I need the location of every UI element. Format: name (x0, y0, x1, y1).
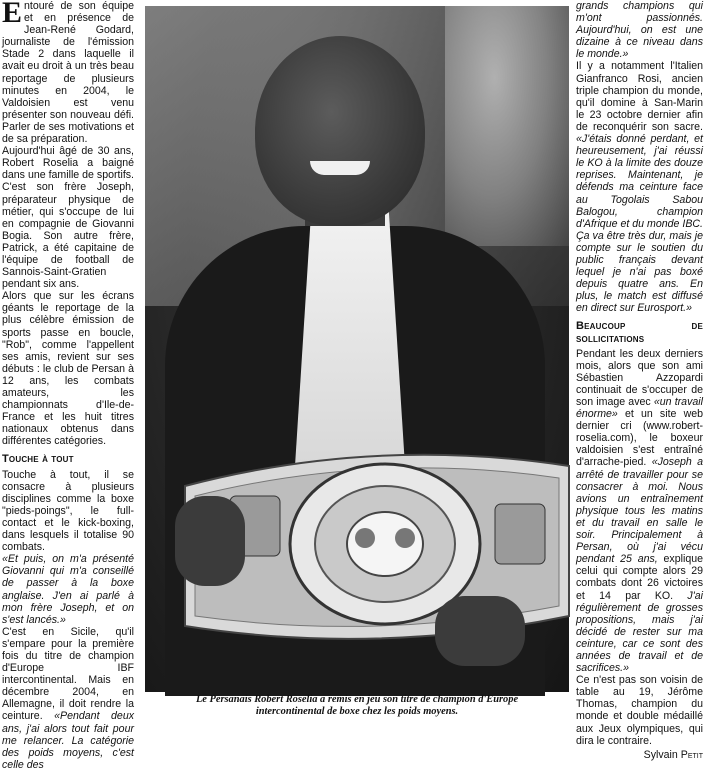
photo-background-poster (445, 6, 569, 246)
paragraph-sicile: C'est en Sicile, qu'il s'empare pour la première fois du titre de champion d'Europe IBF intercontinental. Mais en décembre 2004, en Allemagne, il doit rendre la ceinture. «Pendant deux ans, j'ai alors tout fait pour me relancer. La catégorie des poids moyens, c'est celle des (2, 625, 135, 771)
paragraph-debuts: Alors que sur les écrans géants le reportage de la plus célèbre émission de sports passe en boucle, "Rob", comme l'appellent ses amis, revient sur ses débuts : le club de Persan à 12 ans, les combats amateurs, les championnats d'Ile-de-France et les huit titres nationaux obtenus dans différentes catégories. (2, 290, 134, 448)
quote-giovanni: «Et puis, on m'a présenté Giovanni qui m'a conseillé de passer à la boxe anglaise. J'en ai parlé à mon frère Joseph, et on s'est lancés.» (2, 553, 134, 626)
boxer-smile (310, 161, 370, 175)
article-left-column (2, 0, 135, 771)
paragraph-family: Aujourd'hui âgé de 30 ans, Robert Roselia a baigné dans une famille de sportifs. C'est son frère Joseph, préparateur physique de métier, qui s'occupe de lui en compagnie de Giovanni Bogia. Son autre frère, Patrick, a été capitaine de l'équipe de football de Sannois-Saint-Gratien pendant six ans. (2, 145, 134, 291)
subheading-touche-a-tout: Touche à tout (2, 453, 74, 466)
caption-line-1: Le Persanais Robert Roselia a remis en jeu son titre de champion d'Europe (195, 694, 519, 705)
paragraph-intro: Entouré de son équipe et en présence de Jean-René Godard, journaliste de l'émission Stade 2 dans laquelle il avait eu droit à un très beau reportage de plusieurs minutes en 2004, le Valdoisien est venu présenter son nouveau défi. Parler de ses motivations et de sa préparation. (2, 0, 134, 146)
caption-line-2: intercontinental de boxe chez les poids moyens. (255, 706, 459, 717)
boxer-head (255, 36, 425, 226)
drop-cap: E (2, 0, 23, 29)
boxer-right-hand (435, 596, 525, 666)
subheading-sollicitations: Beaucoup de sollicitations (576, 320, 703, 345)
quote-champions: grands champions qui m'ont passionnés. Aujourd'hui, on est une dizaine à ce niveau dans le monde.» (576, 0, 703, 61)
paragraph-rosi: Il y a notamment l'Italien Gianfranco Rosi, ancien triple champion du monde, qu'il domine à San-Marin le 23 octobre dernier afin de reconquérir son sacre. «J'étais donné perdant, et heureusement, j'ai réussi le KO à la limite des douze reprises. Maintenant, je défends ma ceinture face au Togolais Sabou Balogou, champion d'Afrique et du monde IBC. Ça va être très dur, mais je compte sur le soutien du public français devant lequel je n'ai pas boxé depuis quatre ans. En plus, le match est diffusé en direct sur Eurosport.» (576, 60, 703, 315)
paragraph-preparation: Pendant les deux derniers mois, alors que son ami Sébastien Azzopardi continuait de s'occuper de son image avec «un travail énorme» et un site web dernier cri (www.robert-roselia.com), le boxeur valdoisien s'est entraîné d'arrache-pied. «Joseph a arrêté de travailler pour se consacrer à moi. Nous avions un entraînement physique tous les matins et du travail en salle le soir. Principalement à Persan, où j'ai vécu pendant 25 ans, explique celui qui compte alors 29 combats dont 26 victoires et 14 par KO. J'ai régulièrement de grosses propositions, mais j'ai décidé de rester sur ma ceinture, car ce sont des années de travail et de sacrifices.» (576, 347, 704, 675)
paragraph-jerome-thomas: Ce n'est pas son voisin de table au 19, Jérôme Thomas, champion du monde et double médaillé aux Jeux olympiques, qui dira le contraire. (576, 674, 703, 747)
boxer-left-hand (175, 496, 245, 586)
author-signature: Sylvain Petit (643, 748, 703, 761)
boxer-photo (145, 6, 569, 692)
article-right-column (576, 0, 704, 761)
photo-caption (145, 694, 569, 718)
paragraph-disciplines: Touche à tout, il se consacre à plusieurs disciplines comme la boxe "pieds-poings", le full-contact et le kick-boxing, dans lesquels il totalise 90 combats. (2, 468, 134, 554)
